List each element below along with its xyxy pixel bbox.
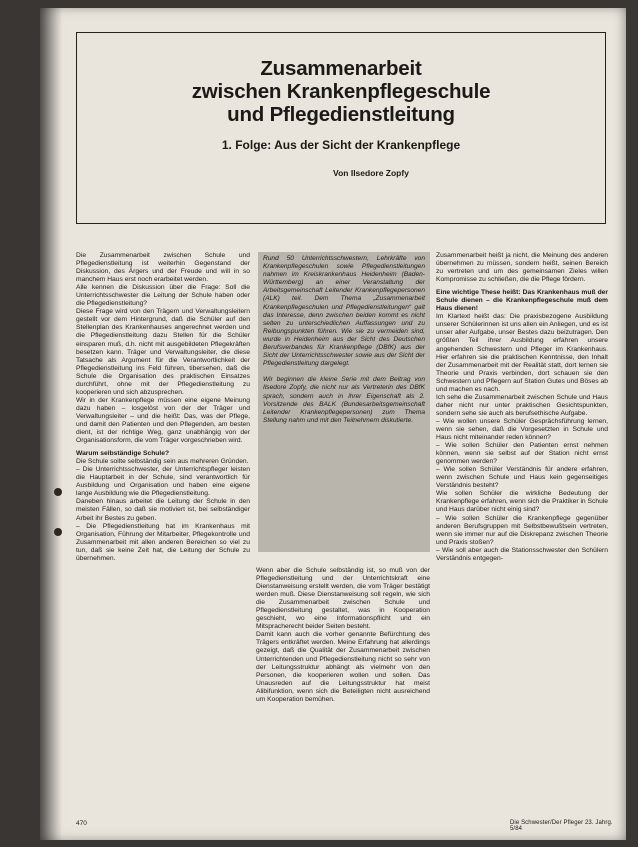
paragraph: – Die Pflegedienstleitung hat im Krankenhaus mit Organisation, Führung der Mitarbeiter, Pflegekontrolle und Zusammenarbeit mit allen anderen Bereichen so viel zu tun, daß sie keine Zeit hat, die Leitung der Schule zu übernehmen.	[76, 522, 250, 562]
paragraph: Wenn aber die Schule selbständig ist, so muß von der Pflegedienstleitung und der Unterrichtskraft eine Dienstanweisung erstellt werden, die vom Träger bestätigt werden muß. Diese Dienstanweisung soll regeln, wie sich die Zusammenarbeit zwischen Schule und Pflegedienstleitung gestaltet, was in Kooperation geschieht, wo eine Informationspflicht und ein Mitspracherecht beider Seiten besteht.	[256, 567, 430, 631]
document-page	[40, 8, 626, 840]
paragraph: Daneben hinaus arbeitet die Leitung der Schule in den meisten Fällen, so daß sie motiviert ist, bei selbständiger Arbeit ihr Bestes zu geben.	[76, 498, 250, 522]
article-title	[77, 57, 605, 126]
text-column-2	[256, 567, 430, 704]
paragraph: Wir in der Krankenpflege müssen eine eigene Meinung dazu haben – losgelöst von der der Träger und Verwaltungsleiter – und die heißt: Das, was der Pflege, und damit den Patienten und den Pflegenden, am besten dient, ist der richtige Weg, ganz unabhängig von der Organisationsform, die vom Träger vorgeschrieben wird.	[76, 396, 250, 445]
title-line-3: und Pflegedienstleitung	[227, 103, 455, 126]
paragraph: Die Zusammenarbeit zwischen Schule und Pflegedienstleitung ist weiterhin Gegenstand der Diskussion, des Ärgers und der Freude und will in so manchem Haus erst noch erarbeitet werden.	[76, 252, 250, 284]
paragraph: Ich sehe die Zusammenarbeit zwischen Schule und Haus daher nicht nur unter praktischen Gesichtspunkten, sondern sehe sie auch als berufsethische Aufgabe.	[436, 393, 608, 417]
paragraph: Diese Frage wird von den Trägern und Verwaltungsleitern gestellt vor dem Hintergrund, daß die Schüler auf den Stellenplan des Krankenhauses angerechnet werden und die Pflegedienstleitung dazu Stellen für die Schüler einsparen muß, d.h. nicht mit ausgebildeten Pflegekräften besetzen kann. Träger und Verwaltungsleiter, die diese Tatsache als Argument für die Verantwortlichkeit der Pflegedienstleitung ins Feld führen, tibersehen, daß die Schule die Organisation des praktischen Einsatzes durchführt, ohne mit der Pflegedienstleitung zu kooperieren und sich abzusprechen.	[76, 308, 250, 396]
page-number: 470	[76, 820, 87, 827]
article-author: Von Ilsedore Zopfy	[333, 168, 409, 178]
paragraph: Alle kennen die Diskussion über die Frage: Soll die Unterrichtsschwester die Leitung der Schule haben oder die Pflegedienstleitung?	[76, 284, 250, 308]
paragraph: Im Klartext heißt das: Die praxisbezogene Ausbildung unserer Schülerinnen ist uns allen ein Anliegen, und es ist unser aller Aufgabe, unser Bestes dazu beizutragen. Den größten Teil ihrer Ausbildung erfahren unsere angehenden Schwestern und Pfleger im Krankenhaus. Hier erfahren sie die praktischen Kenntnisse, den Inhalt der Zusammenarbeit mit der Realität statt, dort lernen sie Theorie und Praxis verbinden, dort schauen sie den Schwestern und Pflegern auf Station Gutes und Böses ab und machen es nach.	[436, 313, 608, 393]
paragraph: Die Schule sollte selbständig sein aus mehreren Gründen.	[76, 458, 249, 466]
paragraph: Zusammenarbeit heißt ja nicht, die Meinung des anderen übernehmen zu müssen, sondern heißt, seinen Bereich zu vertreten und um des gemeinsamen Zieles willen Kompromisse zu schließen, die die Pflege fördern.	[436, 252, 608, 284]
title-line-2: zwischen Krankenpflegeschule	[191, 80, 491, 103]
paragraph: Damit kann auch die vorher genannte Befürchtung des Trägers entkräftet werden. Meine Erfahrung hat allerdings gezeigt, daß die Qualität der Zusammenarbeit zwischen Unterrichtenden und Pflegedienstleitung nicht so sehr von der Leitungsstruktur abhängt als vielmehr von den Personen, die kooperieren wollen und sollen. Das Unausreden auf die Leitungsstruktur hat meist Alibifunktion, wenn sich die Beteiligten nicht ausreichend um Kooperation bemühen.	[256, 631, 430, 703]
text-column-3	[436, 252, 608, 563]
section-heading: Eine wichtige These heißt: Das Krankenhaus muß der Schule dienen – die Krankenpflegeschule muß dem Haus dienen!	[436, 289, 608, 313]
binding-hole	[54, 528, 62, 536]
paragraph: – Wie soll aber auch die Stationsschwester den Schülern Verständnis entgegen-	[436, 546, 608, 562]
paragraph: – Die Unterrichtsschwester, der Unterrichtspfleger leisten die Hauptarbeit in der Schule, sind verantwortlich für Ausbildung und Organisation und haben eine eigene lange Ausbildung wie die Pflegedienstleitung.	[76, 466, 250, 498]
info-paragraph: Wir beginnen die kleine Serie mit dem Beitrag von Ilsedore Zopfy, die nicht nur als Vertreterin des DBfK sprach, sondern auch in ihrer Eigenschaft als 2. Vorsitzende des BALK (Bundesarbeitsgemeinschaft Leitender Krankenpflegepersonen) zum Thema Stellung nahm und mit den Teilnehmern diskutierte.	[263, 376, 425, 424]
info-paragraph: Rund 50 Unterrichtsschwestern, Lehrkräfte von Krankenpflegeschulen sowie Pflegedienstleitungen nahmen im Kreiskrankenhaus Heidenheim (Baden-Württemberg) an einer Veranstaltung der Arbeitsgemeinschaft Leitender Krankenpflegepersonen (ALK) teil. Dem Thema „Zusammenarbeit Krankenpflegeschulen und Pflegedienstleitungen“ galt das Interesse, denn zwischen beiden kommt es nicht selten zu unterschiedlichen Auffassungen und zu Reibungspunkten führen. Wie sie zu vermeiden sind, wurde in Heidenheim aus der Sicht des Deutschen Berufsverbandes für Krankenpflege (DBfK) aus der Sicht der Unterrichtsschwester sowie aus der Sicht der Pflegedienstleitung dargelegt.	[263, 255, 425, 368]
info-box	[258, 252, 430, 552]
binding-hole	[54, 488, 62, 496]
paragraph: – Wie wollen unsere Schüler Gesprächsführung lernen, wenn sie sehen, daß die Vorgesetzten in Schule und Haus nicht miteinander reden können?	[436, 417, 608, 442]
section-heading: Warum selbständige Schule?	[76, 450, 170, 458]
title-line-1: Zusammenarbeit	[260, 57, 422, 80]
article-subtitle: 1. Folge: Aus der Sicht der Krankenpflege	[221, 138, 461, 152]
paragraph: – Wie sollen Schüler die Krankenpflege gegenüber anderen Berufsgruppen mit Selbstbewußtsein vertreten, wenn sie immer nur auf die Diskrepanz zwischen Theorie und Praxis stoßen?	[436, 514, 608, 546]
text-column-1	[76, 252, 250, 563]
paragraph: – Wie sollen Schüler Verständnis für andere erfahren, wenn zwischen Schule und Haus kein gegenseitiges Verständnis besteht?	[436, 466, 608, 490]
title-box	[76, 32, 606, 224]
paragraph: Wie sollen Schüler die wirkliche Bedeutung der Krankenpflege erfahren, wenn sich die Praktiker in Schule und Haus darüber nicht einig sind?	[436, 490, 608, 514]
paragraph: – Wie sollen Schüler den Patienten ernst nehmen können, wenn sie selbst auf der Station nicht ernst genommen werden?	[436, 442, 608, 466]
journal-reference: Die Schwester/Der Pfleger 23. Jahrg. 5/84	[510, 820, 613, 832]
